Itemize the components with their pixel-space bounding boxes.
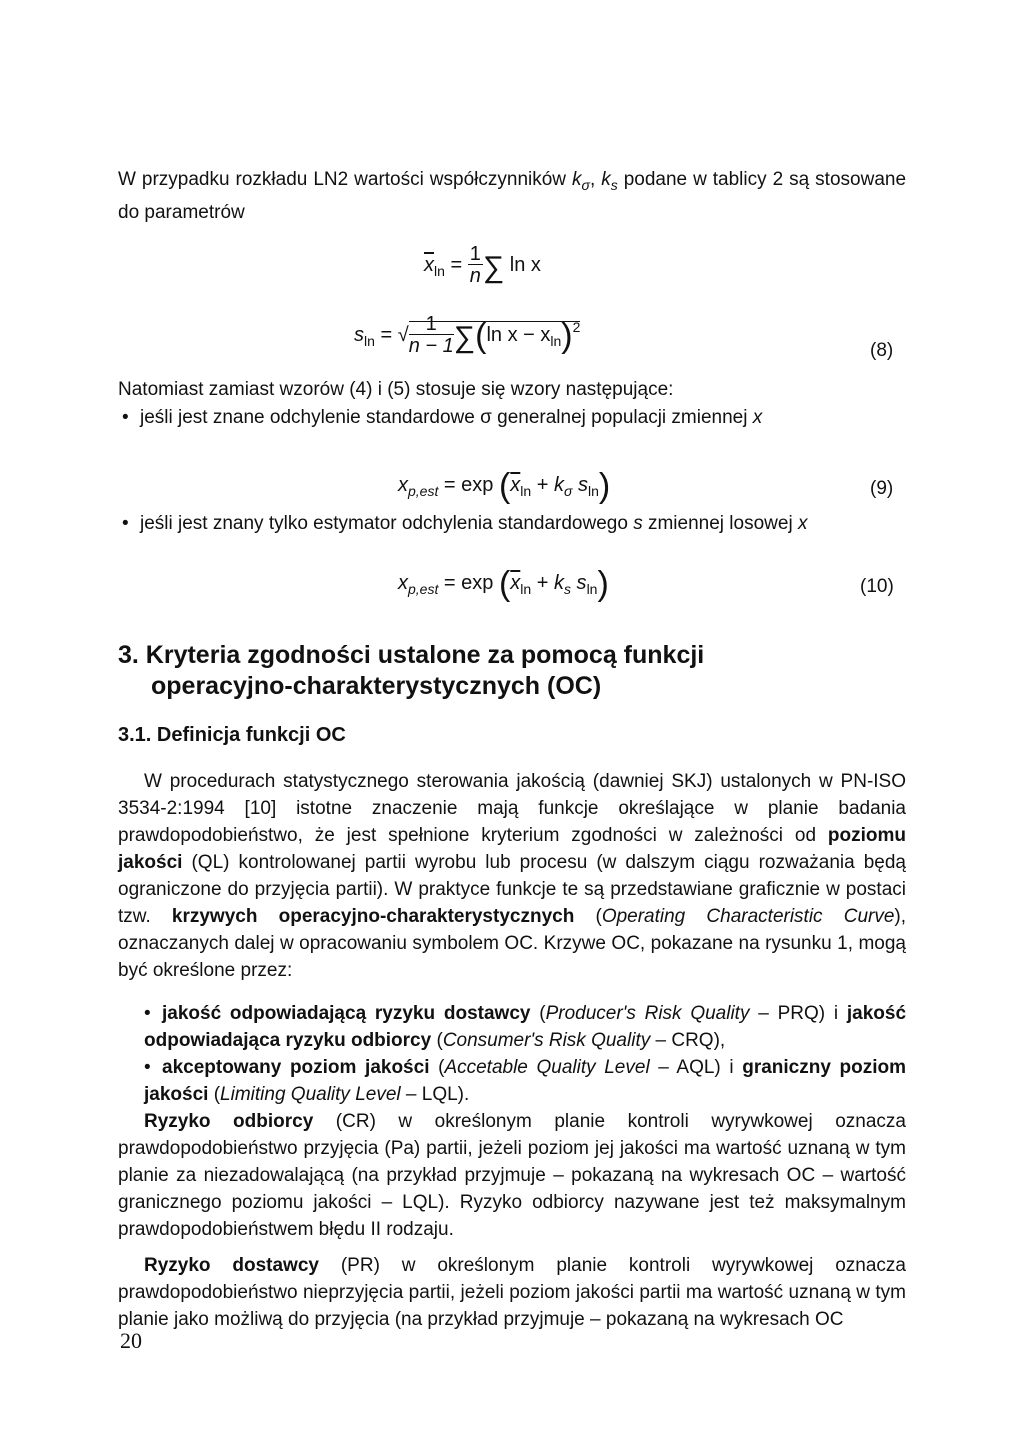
paragraph-procedures: W procedurach statystycznego sterowania jakością (dawniej SKJ) ustalonych w PN-ISO 3534-2:1994 [10] istotne znaczenie mają funkcje określające w planie badania prawdopodobieństwo, że jest spełnione kryterium zgodności w zależności od poziomu jakości (QL) kontrolowanej partii wyrobu lub procesu (w dalszym ciągu rozważania będą ograniczone do przyjęcia partii). W praktyce funkcje te są przedstawiane graficznie w postaci tzw. krzywych operacyjno-charakterystycznych (Operating Characteristic Curve), oznaczanych dalej w opracowaniu symbolem OC. Krzywe OC, pokazane na rysunku 1, mogą być określone przez:: [118, 771, 907, 981]
section-heading-3-1: 3.1. Definicja funkcji OC: [118, 724, 346, 746]
bullet-prq-crq: • jakość odpowiadającą ryzyku dostawcy (Producer's Risk Quality – PRQ) i jakość odpowiadająca ryzyku odbiorcy (Consumer's Risk Quality – CRQ),: [118, 1000, 906, 1054]
mean-fraction: $\frac{1}{n}$: [469, 243, 481, 287]
heading-line-1: 3. Kryteria zgodności ustalone za pomocą funkcji: [118, 641, 705, 669]
formula-mean: [424, 244, 541, 287]
bullet-dot: •: [122, 407, 129, 428]
k-sigma-symbol: k: [572, 169, 582, 190]
intro-text-end: podane w tablicy 2 są stosowane do parametrów: [118, 169, 907, 223]
page-number: 20: [120, 1328, 142, 1353]
mean-rhs: ln x: [504, 253, 541, 276]
bullet-dot: •: [122, 513, 129, 534]
sd-eq-sqrt: = √: [374, 323, 409, 346]
sd-lhs: s: [354, 323, 364, 346]
natomiast-line: Natomiast zamiast wzorów (4) i (5) stosuje się wzory następujące:: [118, 379, 674, 400]
bullet-aql-lql: • akceptowany poziom jakości (Accetable Quality Level – AQL) i graniczny poziom jakości (Limiting Quality Level – LQL).: [118, 1054, 906, 1108]
sqrt-radicand: $\frac{1}{n - 1}$ ∑(ln $x - x_{ln})^2$: [408, 313, 581, 357]
section-heading-3: [118, 640, 704, 702]
equation-number-9: (9): [870, 478, 894, 499]
mean-lhs: $\overline{x}$: [424, 253, 434, 276]
intro-text: W przypadku rozkładu LN2 wartości współczynników: [118, 169, 573, 190]
bullet-known-sigma: • jeśli jest znane odchylenie standardowe σ generalnej populacji zmiennej x: [118, 404, 932, 431]
sd-lhs-sub: ln: [364, 332, 375, 349]
sd-fraction: $\frac{1}{n - 1}$: [408, 313, 454, 357]
formula-9: $x_{p,est} = \exp (\overline{x}_{ln} + k_\sigma$ $s_{ln}$): [398, 467, 611, 505]
paragraph-consumer-risk: Ryzyko odbiorcy (CR) w określonym planie kontroli wyrywkowej oznacza prawdopodobieństwo przyjęcia (Pa) partii, jeżeli poziom jej jakości ma wartość uznaną w tym planie za niezadowalającą (na przykład przyjmuje – pokazaną na wykresach OC – wartość granicznego poziomu jakości – LQL). Ryzyko odbiorcy nazywane jest też maksymalnym prawdopodobieństwem błędu II rodzaju.: [118, 1111, 906, 1240]
sigma-subscript: σ: [581, 177, 590, 193]
bullet-dot: •: [144, 1057, 151, 1078]
s-subscript: s: [610, 177, 618, 193]
sum-symbol: ∑: [453, 320, 476, 354]
formula-10: $x_{p,est} = \exp (\overline{x}_{ln} + k_s$ $s_{ln}$): [398, 565, 609, 603]
heading-line-2: operacyjno-charakterystycznych (OC): [151, 672, 602, 700]
mean-eq: =: [444, 253, 468, 276]
k-s-symbol: k: [601, 169, 611, 190]
intro-paragraph: [118, 166, 906, 226]
sd-exponent: 2: [572, 318, 581, 335]
mean-lhs-sub: ln: [434, 262, 445, 279]
equation-number-8: (8): [870, 340, 894, 361]
sd-inner: ln x − x: [486, 323, 551, 346]
formula-sd: [354, 314, 580, 357]
comma: ,: [589, 169, 602, 190]
bullet-estimated-sd: • jeśli jest znany tylko estymator odchylenia standardowego s zmiennej losowej x: [118, 510, 932, 537]
bullet-dot: •: [144, 1003, 151, 1024]
sigma-symbol: σ: [480, 407, 492, 428]
paragraph-producer-risk: Ryzyko dostawcy (PR) w określonym planie kontroli wyrywkowej oznacza prawdopodobieństwo nieprzyjęcia partii, jeżeli poziom jakości partii ma wartość uznaną w tym planie jako możliwą do przyjęcia (na przykład przyjmuje – pokazaną na wykresach OC: [118, 1255, 906, 1330]
equation-number-10: (10): [860, 576, 894, 597]
sum-symbol: ∑: [482, 250, 505, 284]
